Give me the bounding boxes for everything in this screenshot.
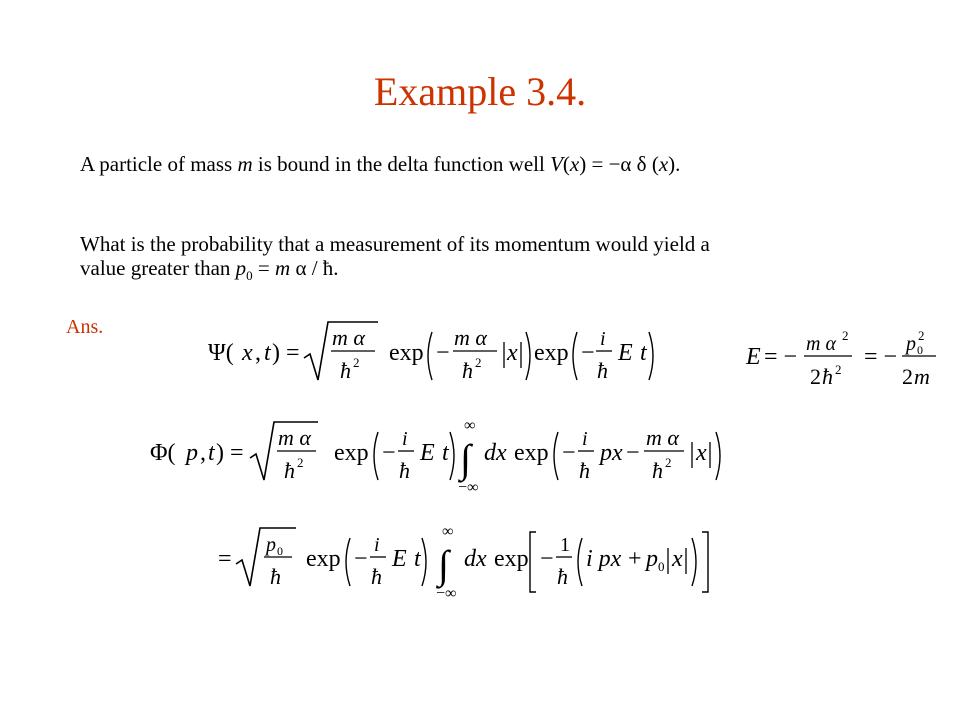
- svg-text:exp: exp: [494, 546, 529, 572]
- question-equals: =: [257, 256, 270, 280]
- svg-text:∞: ∞: [464, 417, 476, 434]
- svg-text:i: i: [582, 428, 588, 450]
- svg-text:x: x: [696, 440, 707, 466]
- svg-text:Φ(: Φ(: [150, 440, 176, 466]
- psi-equation: [200, 318, 660, 388]
- svg-text:ħ: ħ: [284, 458, 295, 483]
- svg-text:m α: m α: [278, 425, 311, 450]
- svg-text:m α: m α: [806, 333, 836, 355]
- svg-text:−: −: [354, 546, 368, 572]
- svg-text:0: 0: [658, 559, 665, 574]
- svg-text:exp: exp: [514, 440, 549, 466]
- svg-text:1: 1: [560, 534, 570, 556]
- potential-v: V: [550, 152, 563, 176]
- question-line-2-prefix: value greater than: [80, 256, 231, 280]
- svg-text:i: i: [600, 328, 606, 350]
- svg-text:+: +: [628, 546, 642, 572]
- svg-text:∫: ∫: [438, 542, 449, 587]
- question-mass: m: [275, 256, 291, 280]
- svg-text:t: t: [208, 440, 215, 466]
- problem-text-prefix: A particle of mass: [80, 152, 233, 176]
- svg-text:Ψ(: Ψ(: [208, 340, 234, 366]
- svg-text:−: −: [562, 440, 576, 466]
- svg-text:0: 0: [277, 544, 283, 558]
- svg-text:−: −: [436, 340, 450, 366]
- svg-text:E: E: [420, 440, 435, 466]
- svg-text:∞: ∞: [442, 523, 454, 540]
- svg-text:=: =: [218, 546, 232, 572]
- svg-text:m α: m α: [646, 425, 679, 450]
- svg-text:exp: exp: [334, 440, 369, 466]
- svg-text:ħ: ħ: [399, 458, 410, 483]
- svg-text:2: 2: [353, 355, 360, 370]
- svg-text:ħ: ħ: [579, 458, 590, 483]
- p0-subscript: 0: [246, 268, 253, 284]
- svg-text:2: 2: [918, 328, 925, 343]
- svg-text:) =: ) =: [216, 440, 244, 466]
- answer-label: Ans.: [66, 316, 104, 338]
- svg-text:x: x: [507, 340, 518, 366]
- svg-text:E: E: [618, 340, 633, 366]
- potential-eq: ) = −α δ (: [579, 152, 659, 176]
- problem-text-mid: is bound in the delta function well: [257, 152, 545, 176]
- slide-title: Example 3.4.: [373, 69, 587, 114]
- svg-text:dx: dx: [464, 546, 487, 572]
- svg-text:2: 2: [842, 328, 849, 343]
- svg-text:dx: dx: [484, 440, 507, 466]
- svg-text:ħ: ħ: [270, 564, 281, 589]
- svg-text:−∞: −∞: [436, 585, 457, 602]
- svg-text:i: i: [402, 428, 408, 450]
- svg-text:ħ: ħ: [652, 458, 663, 483]
- question-line-1: What is the probability that a measurement of its momentum would yield a: [80, 232, 710, 256]
- svg-text:2: 2: [835, 362, 842, 377]
- svg-text:ħ: ħ: [340, 358, 351, 383]
- svg-text:exp: exp: [534, 340, 569, 366]
- svg-text:= −: = −: [764, 344, 798, 370]
- svg-text:ħ: ħ: [557, 564, 568, 589]
- phi-equation-graphic: [146, 412, 736, 496]
- svg-text:2: 2: [475, 355, 482, 370]
- svg-text:exp: exp: [306, 546, 341, 572]
- svg-text:−∞: −∞: [458, 479, 479, 496]
- svg-text:p: p: [266, 534, 276, 556]
- phi-equation-line-2-graphic: [214, 518, 714, 602]
- svg-text:ħ: ħ: [371, 564, 382, 589]
- svg-text:t: t: [640, 340, 647, 366]
- svg-text:t: t: [414, 546, 421, 572]
- svg-text:ħ: ħ: [822, 364, 833, 389]
- svg-text:,: ,: [200, 440, 206, 466]
- svg-text:t: t: [264, 340, 271, 366]
- energy-equation-graphic: [740, 326, 940, 396]
- svg-text:E: E: [392, 546, 407, 572]
- svg-text:2: 2: [902, 364, 913, 389]
- svg-text:m α: m α: [454, 325, 487, 350]
- svg-text:i: i: [374, 534, 380, 556]
- svg-text:= −: = −: [864, 344, 898, 370]
- svg-text:−: −: [626, 440, 640, 466]
- question-line-2: [80, 256, 710, 288]
- svg-text:2: 2: [665, 455, 672, 470]
- svg-text:t: t: [442, 440, 449, 466]
- svg-text:0: 0: [917, 343, 923, 357]
- p0-symbol: p: [235, 256, 247, 280]
- potential-end: ).: [668, 152, 681, 176]
- svg-text:−: −: [382, 440, 396, 466]
- svg-text:2: 2: [297, 455, 304, 470]
- psi-equation-graphic: [200, 318, 660, 388]
- svg-text:−: −: [581, 340, 595, 366]
- svg-text:p: p: [646, 546, 658, 572]
- energy-equation: [740, 326, 940, 396]
- svg-text:m: m: [914, 364, 930, 389]
- svg-text:−: −: [540, 546, 554, 572]
- potential-x-2: x: [658, 152, 669, 176]
- svg-text:,: ,: [255, 340, 261, 366]
- potential-x: x: [569, 152, 580, 176]
- question-line-2-end: α / ħ.: [295, 256, 339, 280]
- svg-text:px: px: [600, 440, 623, 466]
- svg-text:m α: m α: [332, 325, 365, 350]
- svg-text:i px: i px: [586, 546, 622, 572]
- svg-text:2: 2: [810, 364, 821, 389]
- phi-equation: [146, 412, 736, 496]
- svg-text:) =: ) =: [272, 340, 300, 366]
- svg-text:∫: ∫: [460, 436, 471, 481]
- svg-text:E: E: [746, 344, 761, 370]
- svg-text:p: p: [186, 440, 198, 466]
- svg-text:ħ: ħ: [462, 358, 473, 383]
- svg-text:x: x: [242, 340, 253, 366]
- phi-equation-line-2: [214, 518, 714, 602]
- problem-statement: A particle of mass m is bound in the delta function well V(x) = −α δ (x).: [80, 152, 681, 176]
- svg-text:exp: exp: [389, 340, 424, 366]
- svg-text:ħ: ħ: [597, 358, 608, 383]
- svg-text:x: x: [672, 546, 683, 572]
- mass-symbol: m: [237, 152, 253, 176]
- svg-text:p: p: [906, 333, 916, 355]
- question: [80, 232, 710, 288]
